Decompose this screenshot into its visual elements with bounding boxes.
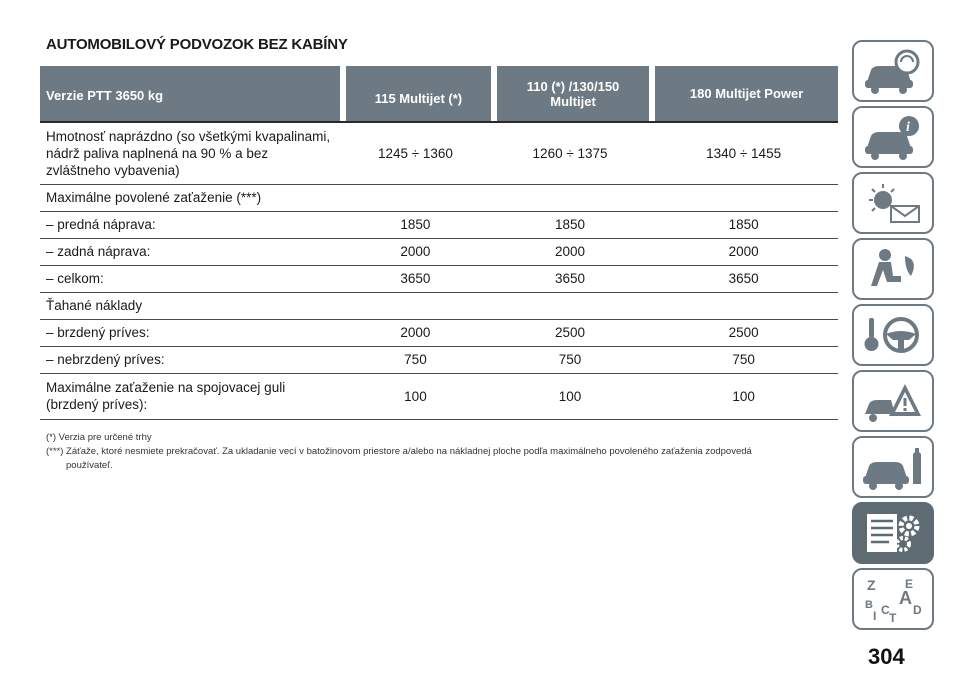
table-row xyxy=(40,319,838,346)
table-header-row xyxy=(40,66,838,122)
index-letter-i: I xyxy=(873,609,877,622)
index-letter-e: E xyxy=(905,577,914,591)
row-value: 2000 xyxy=(649,238,838,265)
table-row xyxy=(40,346,838,373)
tab-emergency[interactable] xyxy=(852,370,934,432)
row-value: 2500 xyxy=(491,319,649,346)
car-info-icon xyxy=(861,114,925,160)
row-label: – celkom: xyxy=(40,265,340,292)
table-row xyxy=(40,122,838,184)
index-letter-b: B xyxy=(865,599,873,611)
footnote-1: (*) Verzia pre určené trhy xyxy=(46,432,152,443)
footnote-2: (***) Záťaže, ktoré nesmiete prekračovať. Za ukladanie vecí v batožinovom priestore a/alebo na nákladnej ploche podľa maximálneho povoleného zaťaženia zodpovedá xyxy=(46,446,752,457)
row-label: Maximálne zaťaženie na spojovacej guli (brzdený príves): xyxy=(40,373,340,419)
row-value: 2000 xyxy=(340,319,491,346)
row-value xyxy=(491,184,649,211)
svg-text:Z E A xyxy=(865,576,925,622)
tab-info[interactable] xyxy=(852,106,934,168)
footnote-2-continued: používateľ. xyxy=(66,460,113,471)
row-value xyxy=(491,292,649,319)
header-180-multijet-power: 180 Multijet Power xyxy=(655,66,838,122)
tab-dashboard[interactable] xyxy=(852,40,934,102)
car-warning-triangle-icon xyxy=(861,378,925,424)
row-value xyxy=(649,292,838,319)
footnotes xyxy=(46,432,836,474)
index-letter-z: Z xyxy=(867,577,876,593)
spec-table xyxy=(40,66,838,420)
svg-text:i: i xyxy=(906,120,910,135)
row-value: 3650 xyxy=(340,265,491,292)
row-label: – brzdený príves: xyxy=(40,319,340,346)
row-value: 2000 xyxy=(491,238,649,265)
row-value: 1850 xyxy=(340,211,491,238)
index-letter-a: A xyxy=(899,588,912,608)
row-value: 1245 ÷ 1360 xyxy=(340,122,491,184)
row-value: 1340 ÷ 1455 xyxy=(649,122,838,184)
row-label: – predná náprava: xyxy=(40,211,340,238)
row-value: 100 xyxy=(491,373,649,419)
page-title: AUTOMOBILOVÝ PODVOZOK BEZ KABÍNY xyxy=(46,36,348,53)
header-130-150-multijet: 110 (*) /130/150 Multijet xyxy=(497,66,649,122)
index-letter-d: D xyxy=(913,603,922,617)
tab-starting-driving[interactable] xyxy=(852,304,934,366)
row-label: – zadná náprava: xyxy=(40,238,340,265)
alphabetical-index-icon xyxy=(861,576,925,622)
row-value xyxy=(340,292,491,319)
table-row xyxy=(40,265,838,292)
header-115-multijet: 115 Multijet (*) xyxy=(346,66,491,122)
technical-data-gears-icon xyxy=(861,510,925,556)
row-value: 100 xyxy=(649,373,838,419)
row-label: – nebrzdený príves: xyxy=(40,346,340,373)
row-value: 1850 xyxy=(649,211,838,238)
table-row xyxy=(40,292,838,319)
key-steering-wheel-icon xyxy=(861,312,925,358)
tab-safety[interactable] xyxy=(852,238,934,300)
row-value: 2000 xyxy=(340,238,491,265)
tab-technical-data[interactable] xyxy=(852,502,934,564)
car-dashboard-icon xyxy=(861,48,925,94)
row-value: 3650 xyxy=(491,265,649,292)
row-value: 750 xyxy=(340,346,491,373)
row-value: 750 xyxy=(649,346,838,373)
car-wrench-icon xyxy=(861,444,925,490)
tab-maintenance[interactable] xyxy=(852,436,934,498)
row-value: 100 xyxy=(340,373,491,419)
tab-index[interactable] xyxy=(852,568,934,630)
index-letter-t: T xyxy=(889,611,897,622)
person-airbag-icon xyxy=(861,246,925,292)
table-row xyxy=(40,373,838,419)
table-row xyxy=(40,238,838,265)
warning-light-message-icon xyxy=(861,180,925,226)
row-label: Ťahané náklady xyxy=(40,292,340,319)
row-value: 750 xyxy=(491,346,649,373)
row-value: 1850 xyxy=(491,211,649,238)
row-label: Maximálne povolené zaťaženie (***) xyxy=(40,184,340,211)
row-label: Hmotnosť naprázdno (so všetkými kvapalinami, nádrž paliva naplnená na 90 % a bez zvláštneho vybavenia) xyxy=(40,122,340,184)
page-number: 304 xyxy=(868,644,905,669)
row-value: 3650 xyxy=(649,265,838,292)
header-version: Verzie PTT 3650 kg xyxy=(40,66,340,122)
index-letter-c: C xyxy=(881,603,890,617)
row-value xyxy=(649,184,838,211)
row-value: 2500 xyxy=(649,319,838,346)
table-row xyxy=(40,211,838,238)
chapter-tabs xyxy=(852,40,934,634)
table-row xyxy=(40,184,838,211)
row-value xyxy=(340,184,491,211)
row-value: 1260 ÷ 1375 xyxy=(491,122,649,184)
tab-warning-lights[interactable] xyxy=(852,172,934,234)
